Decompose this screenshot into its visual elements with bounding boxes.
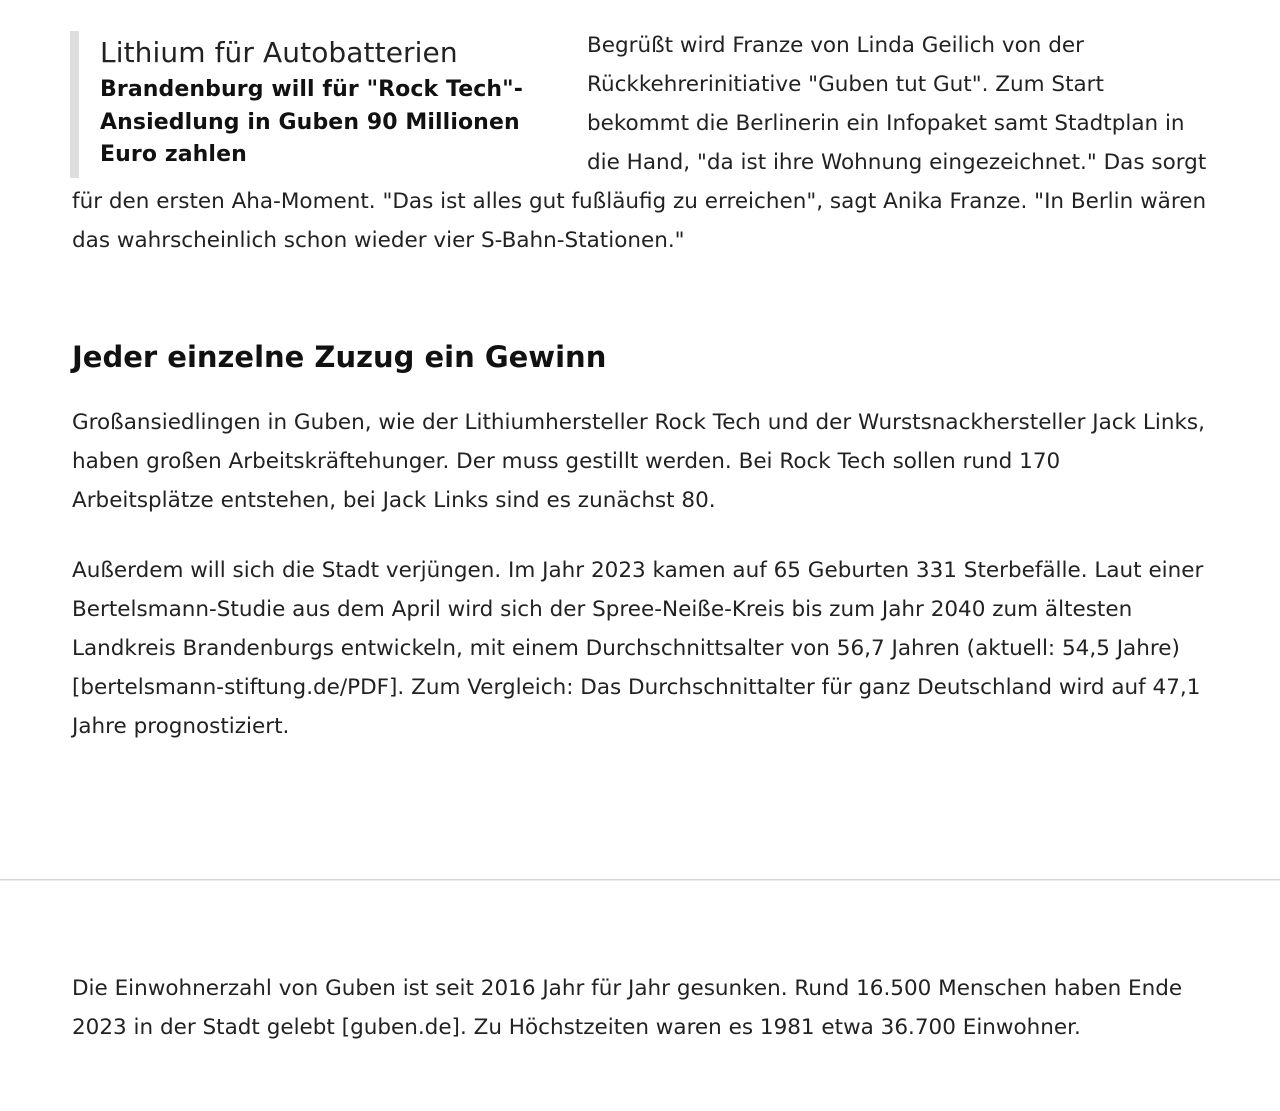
teaser-title: Brandenburg will für "Rock Tech"-Ansiedlung in Guben 90 Millionen Euro zahlen — [100, 77, 523, 167]
paragraph-population: Die Einwohnerzahl von Guben ist seit 2016 Jahr für Jahr gesunken. Rund 16.500 Menschen haben Ende 2023 in der Stadt gelebt [guben.de]. Zu Höchstzeiten waren es 1981 etwa 36.700 Einwohner. — [72, 976, 1183, 1040]
section-divider — [0, 879, 1280, 881]
paragraph-demographics: Außerdem will sich die Stadt verjüngen. Im Jahr 2023 kamen auf 65 Geburten 331 Sterbefälle. Laut einer Bertelsmann-Studie aus dem April wird sich der Spree-Neiße-Kreis bis zum Jahr 2040 zum ältesten Landkreis Brandenburgs entwickeln, mit einem Durchschnittsalter von 56,7 Jahren (aktuell: 54,5 Jahre) [bertelsmann-stiftung.de/PDF]. Zum Vergleich: Das Durchschnittalter für ganz Deutschland wird auf 47,1 Jahre prognostiziert. — [72, 558, 1204, 739]
info-box — [72, 969, 1208, 1047]
teaser-kicker: Lithium für Autobatterien — [100, 36, 458, 69]
paragraph-workforce: Großansiedlingen in Guben, wie der Lithiumhersteller Rock Tech und der Wurstsnackhersteller Jack Links, haben großen Arbeitskräftehunger. Der muss gestillt werden. Bei Rock Tech sollen rund 170 Arbeitsplätze entstehen, bei Jack Links sind es zunächst 80. — [72, 410, 1205, 513]
related-article-teaser[interactable] — [70, 31, 562, 178]
paragraph-intro: Begrüßt wird Franze von Linda Geilich von der Rückkehrerinitiative "Guben tut Gut". Zum Start bekommt die Berlinerin ein Infopaket samt Stadtplan in die Hand, "da ist ihre Wohnung eingezeichnet." Das sorgt für den ersten Aha-Moment. "Das ist alles gut fußläufig zu erreichen", sagt Anika Franze. "In Berlin wären das wahrscheinlich schon wieder vier S-Bahn-Stationen." — [72, 33, 1207, 253]
section-heading: Jeder einzelne Zuzug ein Gewinn — [72, 340, 607, 374]
article-body — [72, 26, 1208, 746]
